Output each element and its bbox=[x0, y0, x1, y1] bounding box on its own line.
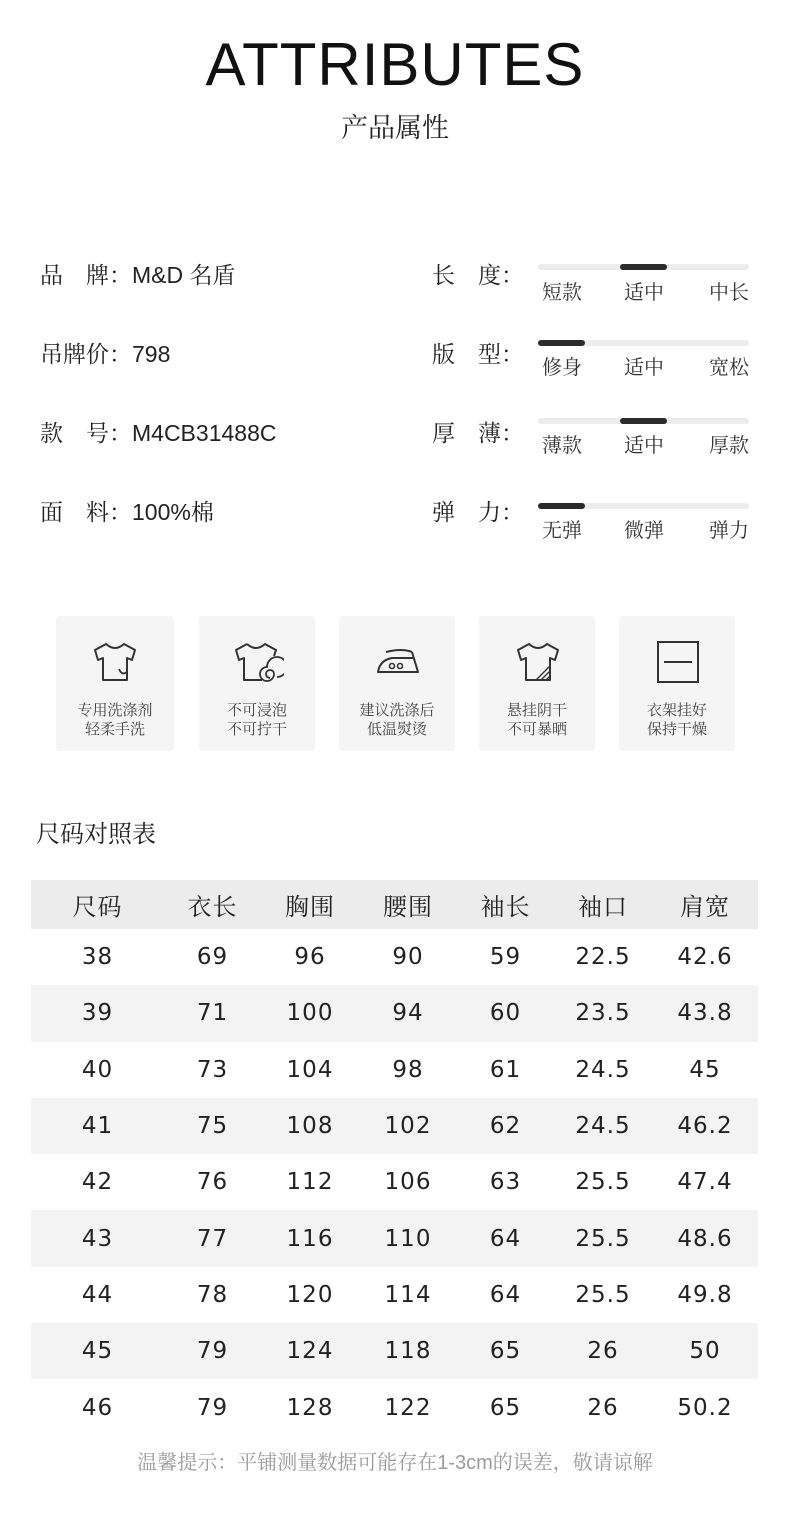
scale-label-thickness: 厚 薄： bbox=[432, 420, 524, 446]
table-cell: 128 bbox=[286, 1394, 334, 1421]
attribute-price bbox=[40, 338, 170, 370]
attribute-label: 品 牌： bbox=[40, 262, 132, 288]
care-line: 衣架挂好 bbox=[646, 702, 707, 719]
care-line: 悬挂阴干 bbox=[506, 702, 567, 719]
care-text bbox=[619, 701, 735, 739]
tshirt-no-soak-icon bbox=[232, 636, 284, 688]
hang-dry-icon bbox=[652, 636, 704, 688]
scale-option: 厚款 bbox=[709, 435, 749, 457]
table-cell: 22.5 bbox=[575, 944, 631, 971]
table-cell: 77 bbox=[196, 1225, 229, 1252]
column-header: 腰围 bbox=[383, 894, 433, 921]
table-cell: 48.6 bbox=[677, 1225, 733, 1252]
table-cell: 96 bbox=[294, 944, 326, 971]
size-table bbox=[31, 880, 758, 1436]
scale-marker bbox=[620, 264, 667, 270]
scale-marker bbox=[538, 340, 585, 346]
table-cell: 124 bbox=[286, 1338, 334, 1365]
table-cell: 45 bbox=[689, 1056, 721, 1083]
table-cell: 61 bbox=[489, 1056, 522, 1083]
attribute-label: 吊牌价： bbox=[40, 341, 132, 367]
attribute-label: 款 号： bbox=[40, 420, 132, 446]
care-card bbox=[619, 616, 735, 751]
table-cell: 25.5 bbox=[575, 1169, 631, 1196]
care-line: 保持干燥 bbox=[646, 721, 707, 738]
table-cell: 65 bbox=[489, 1394, 522, 1421]
table-row bbox=[31, 929, 758, 985]
column-header: 袖口 bbox=[578, 894, 628, 921]
table-cell: 65 bbox=[489, 1338, 522, 1365]
attribute-label: 面 料： bbox=[40, 499, 132, 525]
table-cell: 46.2 bbox=[677, 1113, 733, 1140]
table-cell: 64 bbox=[489, 1281, 522, 1308]
scale-label-fit: 版 型： bbox=[432, 341, 524, 367]
tshirt-shade-dry-icon bbox=[512, 636, 564, 688]
scale-option: 弹力 bbox=[709, 520, 749, 542]
table-row bbox=[31, 1210, 758, 1266]
table-cell: 114 bbox=[384, 1281, 432, 1308]
measurement-tip: 温馨提示：平铺测量数据可能存在1-3cm的误差，敬请谅解 bbox=[137, 1452, 653, 1474]
table-cell: 23.5 bbox=[575, 1000, 631, 1027]
table-cell: 26 bbox=[587, 1394, 619, 1421]
table-row bbox=[31, 1323, 758, 1379]
attribute-value: 798 bbox=[132, 341, 171, 367]
table-cell: 122 bbox=[384, 1394, 432, 1421]
column-header: 肩宽 bbox=[680, 894, 730, 921]
table-cell: 100 bbox=[286, 1000, 334, 1027]
table-cell: 98 bbox=[392, 1056, 424, 1083]
table-cell: 73 bbox=[196, 1056, 229, 1083]
table-cell: 110 bbox=[384, 1225, 432, 1252]
column-header: 尺码 bbox=[72, 894, 123, 921]
table-cell: 63 bbox=[489, 1169, 522, 1196]
care-line: 轻柔手洗 bbox=[84, 721, 145, 738]
table-cell: 41 bbox=[81, 1113, 114, 1140]
table-cell: 45 bbox=[81, 1338, 114, 1365]
table-cell: 79 bbox=[196, 1394, 229, 1421]
table-cell: 108 bbox=[286, 1113, 334, 1140]
table-cell: 49.8 bbox=[677, 1281, 733, 1308]
table-cell: 62 bbox=[489, 1113, 522, 1140]
table-cell: 60 bbox=[489, 1000, 522, 1027]
scale-track-length bbox=[538, 264, 749, 270]
table-cell: 94 bbox=[392, 1000, 424, 1027]
table-cell: 69 bbox=[196, 944, 229, 971]
scale-track-thickness bbox=[538, 418, 749, 424]
scale-option: 修身 bbox=[542, 357, 582, 379]
page-title: ATTRIBUTES bbox=[205, 31, 585, 98]
table-cell: 46 bbox=[81, 1394, 114, 1421]
table-header-row bbox=[31, 880, 758, 929]
table-row bbox=[31, 1267, 758, 1323]
care-line: 不可暴晒 bbox=[506, 721, 567, 738]
table-cell: 42 bbox=[81, 1169, 114, 1196]
attribute-value: 100%棉 bbox=[132, 499, 214, 525]
care-line: 不可浸泡 bbox=[226, 702, 287, 719]
scale-option: 宽松 bbox=[709, 357, 749, 379]
table-cell: 44 bbox=[81, 1281, 114, 1308]
table-cell: 90 bbox=[392, 944, 424, 971]
table-cell: 116 bbox=[286, 1225, 334, 1252]
table-cell: 118 bbox=[384, 1338, 432, 1365]
size-table-title: 尺码对照表 bbox=[36, 821, 156, 848]
care-card bbox=[56, 616, 174, 751]
care-card bbox=[339, 616, 455, 751]
scale-track-elasticity bbox=[538, 503, 749, 509]
attribute-value: M4CB31488C bbox=[132, 420, 277, 446]
care-line: 低温熨烫 bbox=[366, 721, 427, 738]
scale-option: 短款 bbox=[542, 282, 582, 304]
column-header: 袖长 bbox=[480, 894, 531, 921]
attribute-brand bbox=[40, 259, 236, 291]
scale-track-fit bbox=[538, 340, 749, 346]
table-cell: 75 bbox=[196, 1113, 229, 1140]
care-text bbox=[56, 701, 174, 739]
scale-option: 微弹 bbox=[624, 520, 664, 542]
table-cell: 64 bbox=[489, 1225, 522, 1252]
table-cell: 59 bbox=[489, 944, 522, 971]
care-line: 专用洗涤剂 bbox=[77, 702, 153, 719]
table-cell: 50.2 bbox=[677, 1394, 733, 1421]
table-cell: 24.5 bbox=[575, 1113, 631, 1140]
care-card bbox=[479, 616, 595, 751]
page-subtitle: 产品属性 bbox=[341, 113, 449, 143]
table-cell: 120 bbox=[286, 1281, 334, 1308]
table-row bbox=[31, 1042, 758, 1098]
scale-option: 适中 bbox=[624, 282, 664, 304]
table-row bbox=[31, 1098, 758, 1154]
column-header: 胸围 bbox=[285, 894, 335, 921]
table-cell: 25.5 bbox=[575, 1225, 631, 1252]
attribute-fabric bbox=[40, 496, 214, 528]
scale-label-length: 长 度： bbox=[432, 262, 524, 288]
table-cell: 106 bbox=[384, 1169, 432, 1196]
table-cell: 76 bbox=[196, 1169, 229, 1196]
scale-option: 适中 bbox=[624, 435, 664, 457]
table-cell: 102 bbox=[384, 1113, 432, 1140]
attribute-value: M&D 名盾 bbox=[132, 262, 236, 288]
table-cell: 50 bbox=[689, 1338, 721, 1365]
table-cell: 47.4 bbox=[677, 1169, 733, 1196]
scale-label-elasticity: 弹 力： bbox=[432, 499, 524, 525]
table-cell: 104 bbox=[286, 1056, 334, 1083]
table-row bbox=[31, 985, 758, 1041]
care-text bbox=[479, 701, 595, 739]
table-cell: 43 bbox=[81, 1225, 114, 1252]
tshirt-icon bbox=[89, 636, 141, 688]
care-text bbox=[199, 701, 315, 739]
scale-option: 适中 bbox=[624, 357, 664, 379]
table-cell: 71 bbox=[196, 1000, 229, 1027]
scale-marker bbox=[538, 503, 585, 509]
scale-marker bbox=[620, 418, 667, 424]
scale-option: 中长 bbox=[709, 282, 749, 304]
table-row bbox=[31, 1379, 758, 1435]
table-cell: 112 bbox=[286, 1169, 334, 1196]
table-cell: 26 bbox=[587, 1338, 619, 1365]
table-cell: 25.5 bbox=[575, 1281, 631, 1308]
table-cell: 42.6 bbox=[677, 944, 733, 971]
table-cell: 78 bbox=[196, 1281, 229, 1308]
table-cell: 39 bbox=[81, 1000, 114, 1027]
iron-icon bbox=[372, 636, 424, 688]
scale-option: 薄款 bbox=[542, 435, 582, 457]
care-line: 建议洗涤后 bbox=[359, 702, 435, 719]
care-text bbox=[339, 701, 455, 739]
attribute-style-no bbox=[40, 417, 276, 449]
table-cell: 43.8 bbox=[677, 1000, 733, 1027]
table-cell: 38 bbox=[81, 944, 114, 971]
column-header: 衣长 bbox=[187, 894, 238, 921]
table-cell: 40 bbox=[81, 1056, 114, 1083]
care-line: 不可拧干 bbox=[226, 721, 287, 738]
table-row bbox=[31, 1154, 758, 1210]
scale-option: 无弹 bbox=[542, 520, 582, 542]
table-cell: 79 bbox=[196, 1338, 229, 1365]
table-cell: 24.5 bbox=[575, 1056, 631, 1083]
care-card bbox=[199, 616, 315, 751]
